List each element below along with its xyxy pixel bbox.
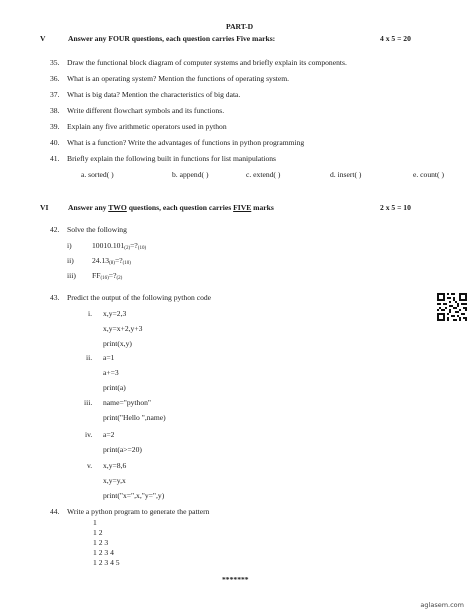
code-line: print("x=",x,"y=",y) [103,491,165,500]
question-number: 39. [50,122,60,131]
pattern-line: 1 2 3 4 [93,548,114,557]
question-text: What is a function? Write the advantages of functions in python programming [67,138,305,147]
conversion-expression: $10010.101_{(2)}=?_{(10)}$ [92,241,147,251]
question-text: Predict the output of the following python code [67,293,212,302]
pattern-line: 1 2 3 4 5 [93,558,120,567]
section-v-marks: 4 x 5 = 20 [380,34,411,43]
subpart-label: v. [87,461,93,470]
question-number: 43. [50,293,60,302]
watermark: aglasem.com [420,601,464,609]
section-vi-marks: 2 x 5 = 10 [380,203,411,212]
question-text: Write a python program to generate the pattern [67,507,210,516]
subpart-label: iii. [84,398,93,407]
pattern-line: 1 2 [93,528,103,537]
subpart-label: iii) [67,271,76,280]
subpart-label: iv. [85,430,93,439]
question-number: 37. [50,90,60,99]
section-v-instruction: Answer any FOUR questions, each question carries Five marks: [68,34,276,43]
list-function-item: b. append( ) [172,170,209,179]
question-text: Explain any five arithmetic operators used in python [67,122,227,131]
section-vi-instruction: Answer any TWO questions, each question carries FIVE marks [68,203,274,212]
code-line: a=2 [103,430,115,439]
question-text: Briefly explain the following built in functions for list manipulations [67,154,277,163]
end-of-paper-mark: ******* [222,575,249,584]
subpart-label: i. [88,309,93,318]
question-text: What is big data? Mention the characteristics of big data. [67,90,241,99]
question-text: What is an operating system? Mention the functions of operating system. [67,74,290,83]
code-line: print("Hello ",name) [103,413,166,422]
code-line: a+=3 [103,368,119,377]
section-v-numeral: V [40,34,46,43]
question-number: 38. [50,106,60,115]
subpart-label: i) [67,241,72,250]
qr-code-icon [437,293,467,321]
pattern-line: 1 2 3 [93,538,109,547]
code-line: print(a) [103,383,126,392]
pattern-line: 1 [93,518,97,527]
question-number: 36. [50,74,60,83]
code-line: x,y=y,x [103,476,126,485]
code-line: x,y=8,6 [103,461,127,470]
question-text: Solve the following [67,225,127,234]
part-title: PART-D [226,22,254,31]
section-vi-numeral: VI [40,203,49,212]
list-function-item: d. insert( ) [330,170,362,179]
code-line: name="python" [103,398,152,407]
code-line: x,y=2,3 [103,309,127,318]
code-line: a=1 [103,353,115,362]
list-function-item: a. sorted( ) [81,170,114,179]
subpart-label: ii. [86,353,93,362]
list-function-item: e. count( ) [413,170,444,179]
question-number: 41. [50,154,60,163]
conversion-expression: $24.13_{(8)}=?_{(10)}$ [92,256,131,266]
question-text: Draw the functional block diagram of computer systems and briefly explain its components. [67,58,347,67]
code-line: print(a>=20) [103,445,142,454]
list-function-item: c. extend( ) [246,170,281,179]
question-text: Write different flowchart symbols and its functions. [67,106,225,115]
conversion-expression: $FF_{(16)}=?_{(2)}$ [92,271,123,281]
subpart-label: ii) [67,256,74,265]
question-number: 44. [50,507,60,516]
question-number: 42. [50,225,60,234]
code-line: x,y=x+2,y+3 [103,324,143,333]
code-line: print(x,y) [103,339,132,348]
question-number: 35. [50,58,60,67]
question-number: 40. [50,138,60,147]
